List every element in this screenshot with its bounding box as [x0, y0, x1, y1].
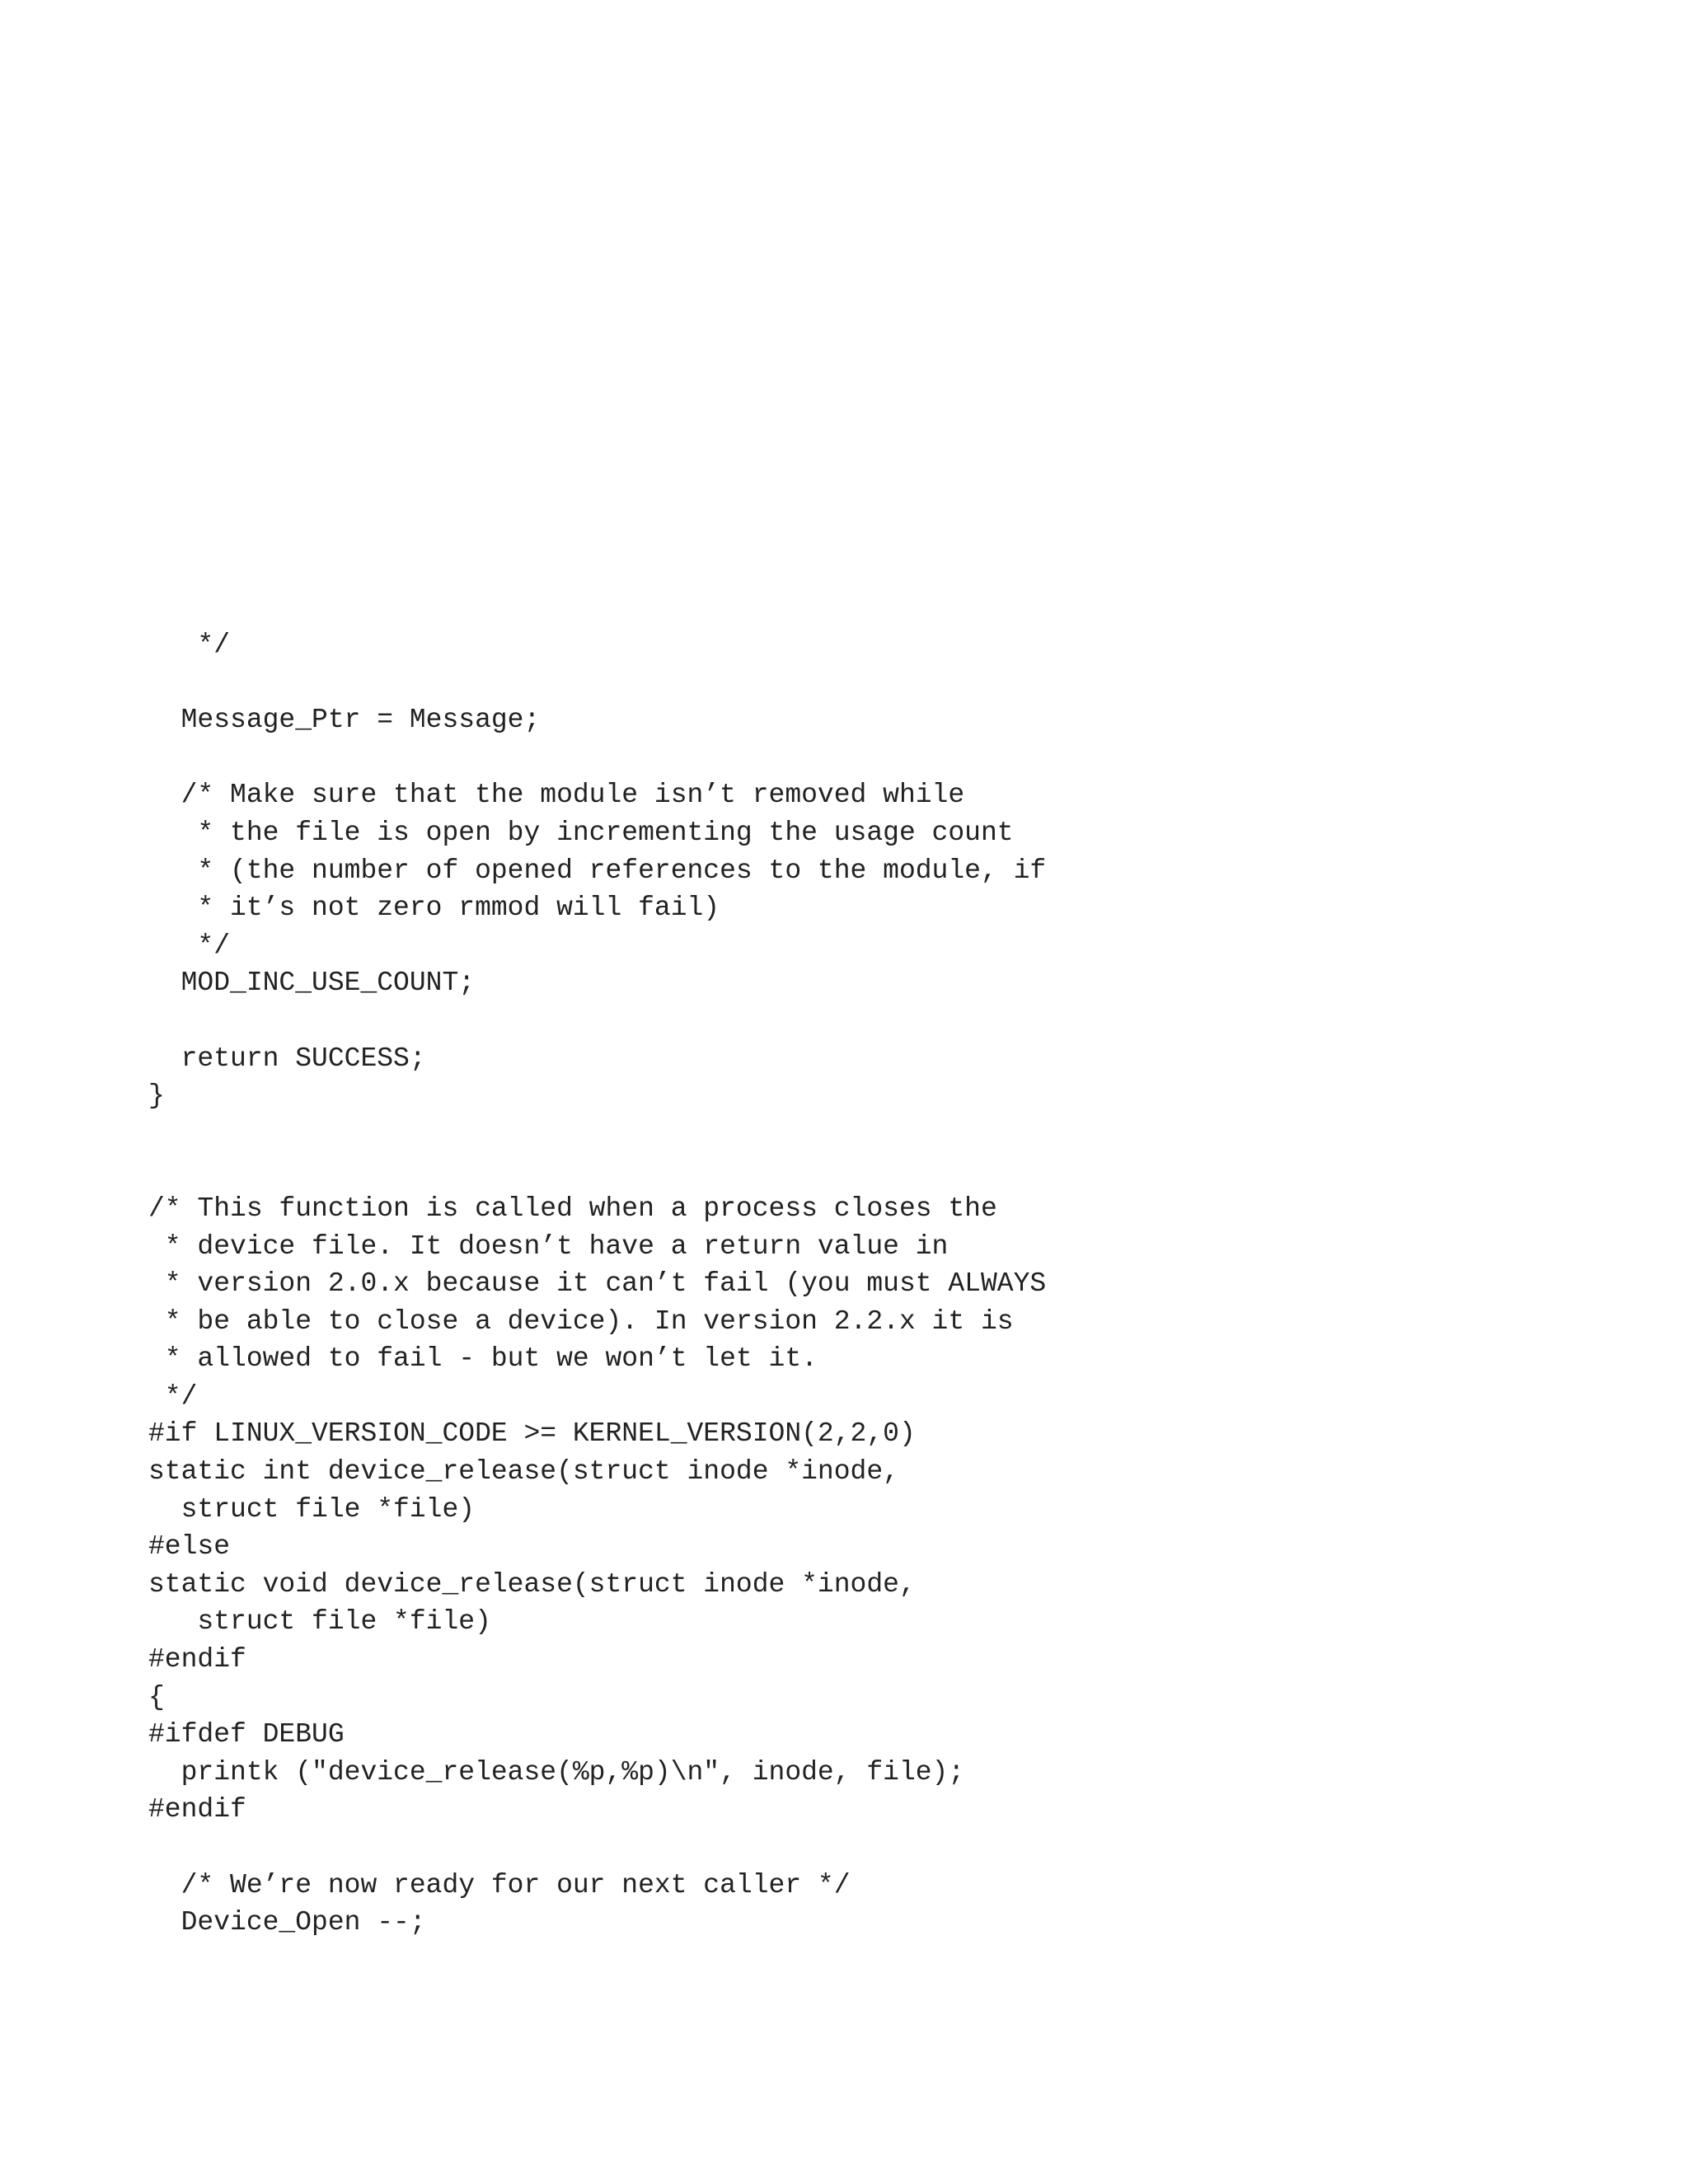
code-line — [148, 1115, 1046, 1153]
code-line: return SUCCESS; — [148, 1043, 426, 1074]
code-line: * allowed to fail - but we won’t let it. — [148, 1343, 818, 1375]
code-line: #if LINUX_VERSION_CODE >= KERNEL_VERSION(2,2,0) — [148, 1418, 916, 1450]
code-line: /* We’re now ready for our next caller */ — [148, 1869, 851, 1900]
code-line — [148, 1152, 1046, 1190]
code-line: * be able to close a device). In version 2.2.x it is — [148, 1305, 1014, 1337]
code-line — [148, 1002, 1046, 1040]
code-line — [148, 664, 1046, 702]
code-line: static int device_release(struct inode *inode, — [148, 1456, 899, 1488]
code-line: * version 2.0.x because it can’t fail (you must ALWAYS — [148, 1268, 1047, 1300]
code-line: struct file *file) — [148, 1493, 476, 1525]
code-line: /* This function is called when a process closes the — [148, 1193, 997, 1224]
code-listing — [148, 626, 1046, 1942]
code-line — [148, 739, 1046, 777]
code-line: struct file *file) — [148, 1606, 491, 1638]
code-line: #endif — [148, 1644, 246, 1675]
code-line: Message_Ptr = Message; — [148, 705, 541, 736]
code-line: /* Make sure that the module isn’t removed while — [148, 780, 965, 811]
code-line: MOD_INC_USE_COUNT; — [148, 968, 476, 999]
code-line: static void device_release(struct inode *inode, — [148, 1568, 916, 1600]
code-line: */ — [148, 1380, 198, 1412]
code-line: Device_Open --; — [148, 1907, 426, 1938]
code-line: */ — [148, 630, 231, 660]
code-line: #endif — [148, 1794, 246, 1825]
code-line: * it’s not zero rmmod will fail) — [148, 893, 720, 924]
code-line: * device file. It doesn’t have a return value in — [148, 1230, 949, 1262]
code-line: #else — [148, 1531, 231, 1563]
code-line: printk ("device_release(%p,%p)\n", inode, file); — [148, 1756, 965, 1788]
code-line: * (the number of opened references to the module, if — [148, 855, 1047, 886]
code-line: */ — [148, 930, 231, 961]
code-line: * the file is open by incrementing the usage count — [148, 817, 1014, 848]
code-line — [148, 1829, 1046, 1867]
code-line: } — [148, 1080, 165, 1112]
code-line: #ifdef DEBUG — [148, 1719, 345, 1750]
code-line: { — [148, 1681, 165, 1713]
